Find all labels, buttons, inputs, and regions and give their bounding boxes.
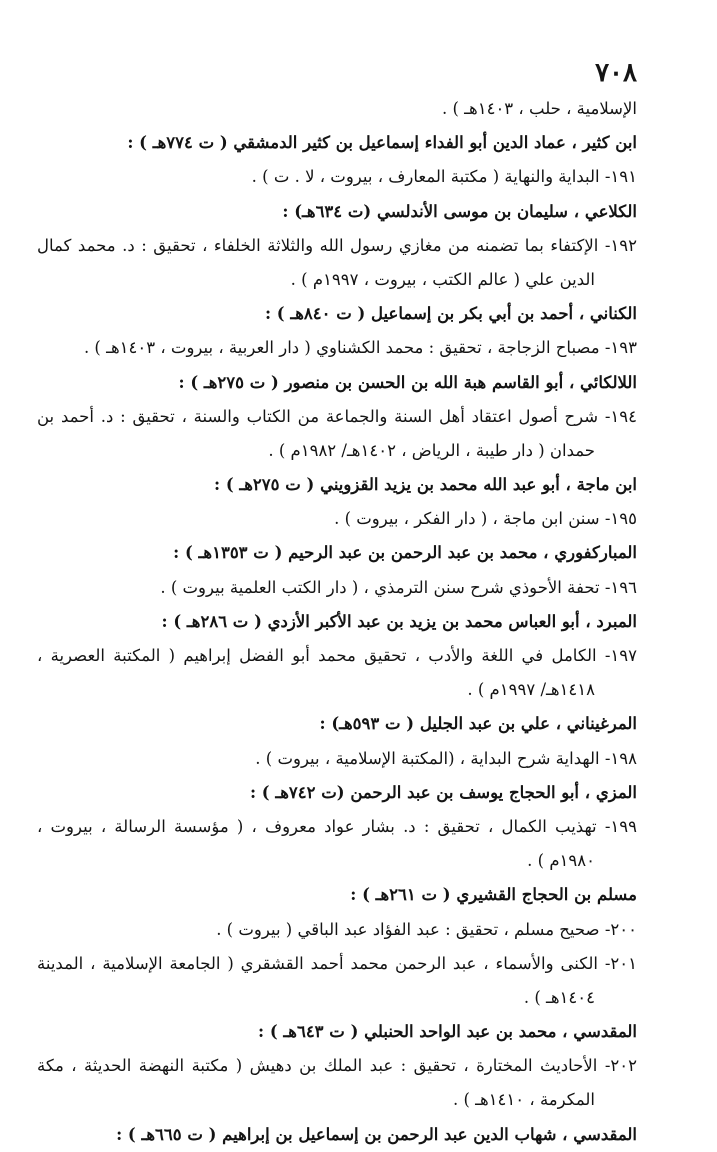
author-heading: المقدسي ، شهاب الدين عبد الرحمن بن إسماعيل بن إبراهيم ( ت ٦٦٥هـ ) : bbox=[116, 1124, 637, 1144]
bibliography-entry: ١٩١- البداية والنهاية ( مكتبة المعارف ، بيروت ، لا . ت ) . bbox=[251, 167, 637, 187]
page-number: ٧٠٨ bbox=[595, 58, 637, 88]
bibliography-entry: ١٩٩- تهذيب الكمال ، تحقيق : د. بشار عواد معروف ، ( مؤسسة الرسالة ، بيروت ، bbox=[37, 816, 637, 836]
bibliography-list bbox=[37, 92, 637, 1152]
bibliography-entry-continuation: الدين علي ( عالم الكتب ، بيروت ، ١٩٩٧م ) . bbox=[290, 269, 595, 289]
author-heading: مسلم بن الحجاج القشيري ( ت ٢٦١هـ ) : bbox=[350, 885, 637, 905]
bibliography-entry: ١٩٤- شرح أصول اعتقاد أهل السنة والجماعة من الكتاب والسنة ، تحقيق : د. أحمد بن bbox=[37, 406, 637, 426]
bibliography-entry: ١٩٥- سنن ابن ماجة ، ( دار الفكر ، بيروت ) . bbox=[334, 509, 637, 529]
author-heading: ابن ماجة ، أبو عبد الله محمد بن يزيد القزويني ( ت ٢٧٥هـ ) : bbox=[213, 475, 637, 495]
bibliography-entry: ٢٠٠- صحيح مسلم ، تحقيق : عبد الفؤاد عبد الباقي ( بيروت ) . bbox=[216, 919, 637, 939]
bibliography-entry: ٢٠١- الكنى والأسماء ، عبد الرحمن محمد أحمد القشقري ( الجامعة الإسلامية ، المدينة bbox=[37, 953, 637, 973]
author-heading: اللالكائي ، أبو القاسم هبة الله بن الحسن بن منصور ( ت ٢٧٥هـ ) : bbox=[178, 372, 637, 392]
author-heading: المرغيناني ، علي بن عبد الجليل ( ت ٥٩٣هـ) : bbox=[319, 714, 637, 734]
bibliography-entry-continuation: ١٩٨٠م ) . bbox=[527, 851, 595, 871]
author-heading: المزي ، أبو الحجاج يوسف بن عبد الرحمن (ت ٧٤٢هـ ) : bbox=[249, 782, 637, 802]
bibliography-entry: ١٩٢- الإكتفاء بما تضمنه من مغازي رسول الله والثلاثة الخلفاء ، تحقيق : د. محمد كمال bbox=[37, 235, 637, 255]
bibliography-entry-continuation: ١٤١٨هـ/ ١٩٩٧م ) . bbox=[467, 680, 595, 700]
bibliography-entry: ١٩٨- الهداية شرح البداية ، (المكتبة الإسلامية ، بيروت ) . bbox=[255, 748, 637, 768]
bibliography-entry-continuation: ١٤٠٤هـ ) . bbox=[523, 987, 595, 1007]
bibliography-entry: ١٩٦- تحفة الأحوذي شرح سنن الترمذي ، ( دار الكتب العلمية بيروت ) . bbox=[160, 577, 637, 597]
author-heading: الكلاعي ، سليمان بن موسى الأندلسي (ت ٦٣٤هـ) : bbox=[282, 201, 637, 221]
bibliography-entry: ١٩٣- مصباح الزجاجة ، تحقيق : محمد الكشناوي ( دار العربية ، بيروت ، ١٤٠٣هـ ) . bbox=[83, 338, 637, 358]
bibliography-entry: ٢٠٢- الأحاديث المختارة ، تحقيق : عبد الملك بن دهيش ( مكتبة النهضة الحديثة ، مكة bbox=[37, 1056, 637, 1076]
author-heading: المباركفوري ، محمد بن عبد الرحمن بن عبد الرحيم ( ت ١٣٥٣هـ ) : bbox=[173, 543, 637, 563]
author-heading: ابن كثير ، عماد الدين أبو الفداء إسماعيل بن كثير الدمشقي ( ت ٧٧٤هـ ) : bbox=[127, 133, 637, 153]
author-heading: المبرد ، أبو العباس محمد بن يزيد بن عبد الأكبر الأزدي ( ت ٢٨٦هـ ) : bbox=[161, 611, 637, 631]
bibliography-entry-continuation: المكرمة ، ١٤١٠هـ ) . bbox=[452, 1090, 595, 1110]
bibliography-entry: ١٩٧- الكامل في اللغة والأدب ، تحقيق محمد أبو الفضل إبراهيم ( المكتبة العصرية ، bbox=[37, 646, 637, 665]
author-heading: المقدسي ، محمد بن عبد الواحد الحنبلي ( ت ٦٤٣هـ ) : bbox=[258, 1022, 637, 1042]
bibliography-entry-continuation: الإسلامية ، حلب ، ١٤٠٣هـ ) . bbox=[442, 99, 637, 118]
bibliography-entry-continuation: حمدان ( دار طيبة ، الرياض ، ١٤٠٢هـ/ ١٩٨٢م ) . bbox=[268, 440, 595, 460]
author-heading: الكناني ، أحمد بن أبي بكر بن إسماعيل ( ت ٨٤٠هـ ) : bbox=[264, 304, 637, 324]
